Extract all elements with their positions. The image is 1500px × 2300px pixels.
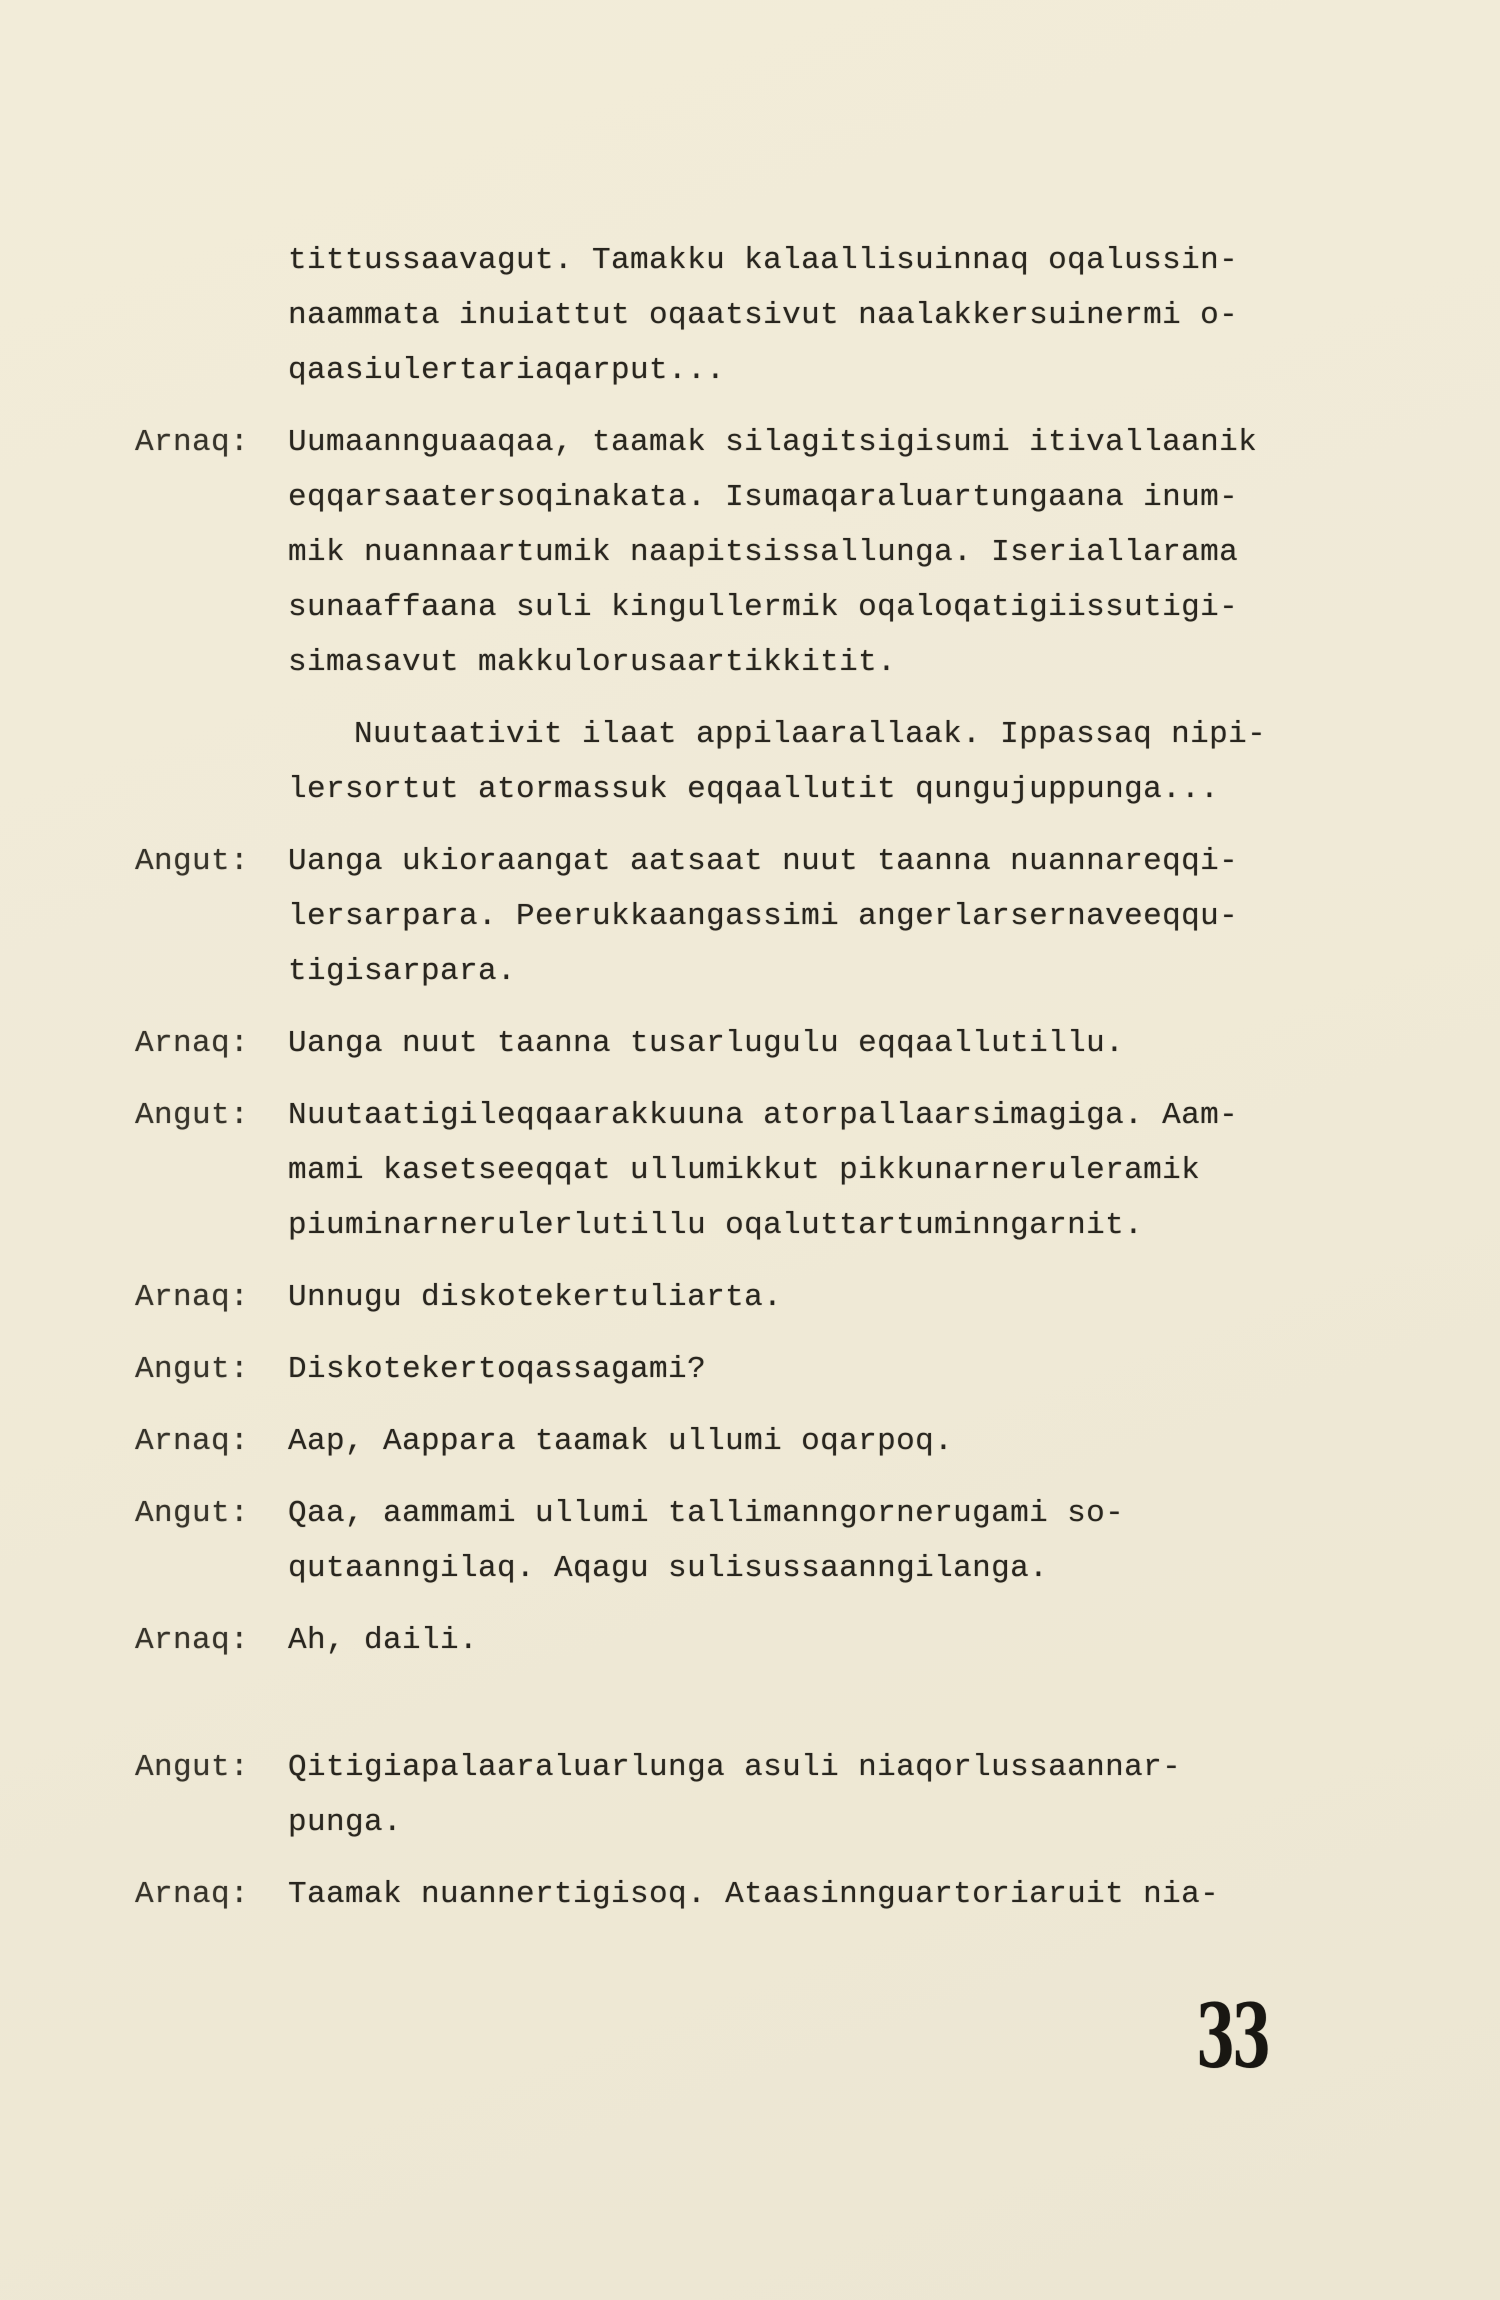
- speech-text: [288, 1740, 1308, 1850]
- dialogue-turn: [135, 1613, 1345, 1668]
- dialogue-turn: [135, 707, 1345, 817]
- dialogue-turn: [135, 1740, 1345, 1850]
- speaker-label: Angut:: [135, 1496, 250, 1531]
- speech-line: Nuutaatigileqqaarakkuuna atorpallaarsimagiga. Aam-: [288, 1098, 1239, 1133]
- speaker-label: Angut:: [135, 1750, 250, 1785]
- speech-text: [288, 1016, 1308, 1071]
- speech-line: qaasiulertariaqarput...: [288, 353, 726, 388]
- dialogue-turn: [135, 1342, 1345, 1397]
- speaker-label: Angut:: [135, 844, 250, 879]
- speech-line: Nuutaativit ilaat appilaarallaak. Ippassaq nipi-: [354, 717, 1267, 752]
- speaker-label: Angut:: [135, 1352, 250, 1387]
- dialogue-turn: [135, 233, 1345, 398]
- speech-line: simasavut makkulorusaartikkitit.: [288, 645, 897, 680]
- dialogue-turn: [135, 1088, 1345, 1253]
- speech-line: mami kasetseeqqat ullumikkut pikkunarneruleramik: [288, 1153, 1201, 1188]
- speech-line: Unnugu diskotekertuliarta.: [288, 1280, 783, 1315]
- speech-text: [288, 1088, 1308, 1253]
- dialogue-turn: [135, 1016, 1345, 1071]
- speech-line: tigisarpara.: [288, 954, 517, 989]
- speech-line: Taamak nuannertigisoq. Ataasinnguartoriaruit nia-: [288, 1877, 1220, 1912]
- speech-line: punga.: [288, 1805, 403, 1840]
- speech-line: eqqarsaatersoqinakata. Isumaqaraluartungaana inum-: [288, 480, 1239, 515]
- speech-text: [288, 1613, 1308, 1668]
- speech-line: Uanga nuut taanna tusarlugulu eqqaallutillu.: [288, 1026, 1125, 1061]
- dialogue: [135, 233, 1345, 1922]
- page-number: 33: [1196, 1984, 1268, 2088]
- dialogue-turn: [135, 415, 1345, 690]
- speaker-label: Arnaq:: [135, 1026, 250, 1061]
- speech-line: tittussaavagut. Tamakku kalaallisuinnaq oqalussin-: [288, 243, 1239, 278]
- speaker-label: Arnaq:: [135, 1280, 250, 1315]
- speaker-label: Arnaq:: [135, 1424, 250, 1459]
- speech-line: piuminarnerulerlutillu oqaluttartuminngarnit.: [288, 1208, 1144, 1243]
- speech-text: [288, 1486, 1308, 1596]
- speech-line: Qaa, aammami ullumi tallimanngornerugami so-: [288, 1496, 1125, 1531]
- speech-line: lersortut atormassuk eqqaallutit qungujuppunga...: [288, 772, 1220, 807]
- speech-line: Uanga ukioraangat aatsaat nuut taanna nuannareqqi-: [288, 844, 1239, 879]
- speech-line: Qitigiapalaaraluarlunga asuli niaqorlussaannar-: [288, 1750, 1182, 1785]
- speech-text: [288, 707, 1308, 817]
- speech-text: [288, 834, 1308, 999]
- dialogue-turn: [135, 1414, 1345, 1469]
- dialogue-turn: [135, 834, 1345, 999]
- speech-line: mik nuannaartumik naapitsissallunga. Iseriallarama: [288, 535, 1239, 570]
- speech-line: qutaanngilaq. Aqagu sulisussaanngilanga.: [288, 1551, 1049, 1586]
- speaker-label: Arnaq:: [135, 1623, 250, 1658]
- dialogue-turn: [135, 1270, 1345, 1325]
- speaker-label: Arnaq:: [135, 425, 250, 460]
- speech-line: naammata inuiattut oqaatsivut naalakkersuinermi o-: [288, 298, 1239, 333]
- speech-text: [288, 1342, 1308, 1397]
- dialogue-turn: [135, 1867, 1345, 1922]
- speech-text: [288, 233, 1308, 398]
- speech-line: Aap, Aappara taamak ullumi oqarpoq.: [288, 1424, 954, 1459]
- speech-line: sunaaffaana suli kingullermik oqaloqatigiissutigi-: [288, 590, 1239, 625]
- speech-line: Diskotekertoqassagami?: [288, 1352, 707, 1387]
- speaker-label: Arnaq:: [135, 1877, 250, 1912]
- speech-text: [288, 1270, 1308, 1325]
- speaker-label: Angut:: [135, 1098, 250, 1133]
- speech-text: [288, 415, 1308, 690]
- speech-line: Ah, daili.: [288, 1623, 479, 1658]
- speech-line: lersarpara. Peerukkaangassimi angerlarsernaveeqqu-: [288, 899, 1239, 934]
- speech-line: Uumaannguaaqaa, taamak silagitsigisumi itivallaanik: [288, 425, 1258, 460]
- dialogue-turn: [135, 1486, 1345, 1596]
- speech-text: [288, 1867, 1308, 1922]
- speech-text: [288, 1414, 1308, 1469]
